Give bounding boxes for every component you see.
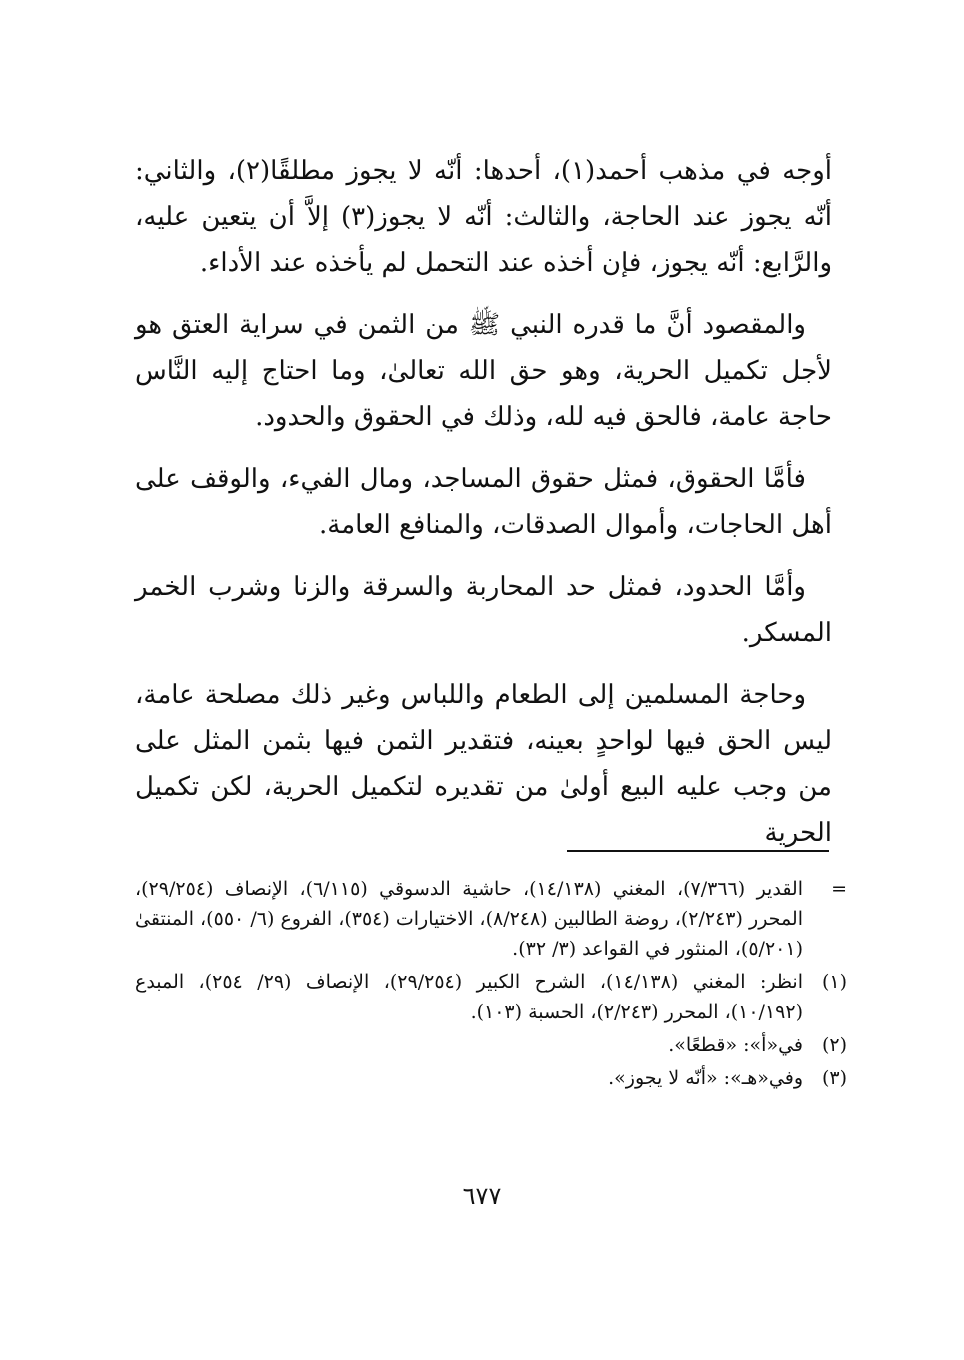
footnote-3	[135, 1063, 847, 1093]
footnote-text: انظر: المغني (١٤/١٣٨)، الشرح الكبير (٢٩/٢٥٤)، الإنصاف (٢٩/ ٢٥٤)، المبدع (١٠/١٩٢)، المحرر (٢/٢٤٣)، الحسبة (١٠٣).	[135, 971, 803, 1023]
paragraph-1: أوجه في مذهب أحمد(١)، أحدها: أنّه لا يجوز مطلقًا(٢)، والثاني: أنّه يجوز عند الحاجة، والثالث: أنّه لا يجوز(٣) إلاَّ أن يتعين عليه، والرَّابع: أنّه يجوز، فإن أخذه عند التحمل لم يأخذه عند الأداء.	[135, 156, 832, 278]
footnote-marker: (١)	[821, 971, 847, 993]
footnote-text: القدير (٧/٣٦٦)، المغني (١٤/١٣٨)، حاشية الدسوقي (٦/١١٥)، الإنصاف (٢٩/٢٥٤)، المحرر (٢/٢٤٣)، روضة الطالبين (٨/٢٤٨)، الاختيارات (٣٥٤)، الفروع (٦/ ٥٥٠)، المنتقىٰ (٥/٢٠١)، المنثور في القواعد (٣/ ٣٢).	[135, 878, 803, 960]
footnote-text: في«أ»: «قطعًا».	[668, 1034, 803, 1056]
footnote-2	[135, 1030, 847, 1060]
footnote-text: وفي«هـ»: «أنّه لا يجوز».	[608, 1067, 803, 1089]
footnote-marker: (٢)	[821, 1034, 847, 1056]
footnote-continued	[135, 874, 847, 964]
paragraph-4: وأمَّا الحدود، فمثل حد المحاربة والسرقة والزنا وشرب الخمر المسكر.	[135, 572, 832, 648]
main-text	[135, 148, 832, 872]
page-number: ٦٧٧	[462, 1182, 502, 1210]
paragraph-3: فأمَّا الحقوق، فمثل حقوق المساجد، ومال الفيء، والوقف على أهل الحاجات، وأموال الصدقات، والمنافع العامة.	[135, 464, 832, 540]
footnote-marker: (٣)	[821, 1067, 847, 1089]
footnote-marker: =	[831, 878, 847, 900]
paragraph-5: وحاجة المسلمين إلى الطعام واللباس وغير ذلك مصلحة عامة، ليس الحق فيها لواحدٍ بعينه، فتقدير الثمن فيها بثمن المثل على من وجب عليه البيع أولىٰ من تقديره لتكميل الحرية، لكن تكميل الحرية	[135, 680, 832, 848]
paragraph-2: والمقصود أنَّ ما قدره النبي ﷺ من الثمن في سراية العتق هو لأجل تكميل الحرية، وهو حق الله تعالىٰ، وما احتاج إليه النَّاس حاجة عامة، فالحق فيه لله، وذلك في الحقوق والحدود.	[135, 310, 833, 432]
footnote-divider	[567, 850, 829, 852]
footnotes	[135, 874, 847, 1096]
footnote-1	[135, 967, 847, 1027]
